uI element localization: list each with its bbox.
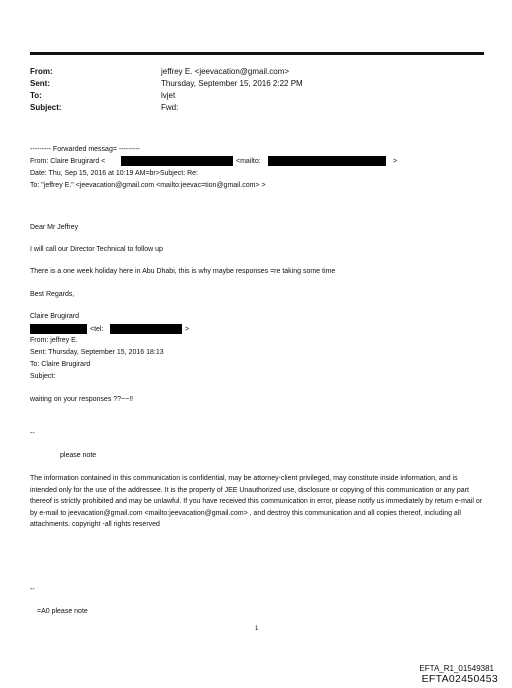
forwarded-mailto: <mailto:	[236, 158, 261, 165]
bates-number-large: EFTA02450453	[421, 673, 498, 685]
redaction-box	[30, 324, 87, 334]
quoted-subject: Subject:	[30, 373, 56, 380]
forwarded-close: >	[393, 158, 398, 165]
to-value: lvjet	[161, 91, 176, 100]
signature-tel-close: >	[185, 326, 190, 333]
body-line-1: I will call our Director Technical to follow up	[30, 246, 163, 253]
regards: Best Regards,	[30, 291, 75, 298]
signature-tel: <tel:	[90, 326, 104, 333]
forwarded-date: Date: Thu, Sep 15, 2016 at 10:19 AM=br>Subject: Re:	[30, 170, 198, 177]
to-label: To:	[30, 91, 42, 100]
quoted-to: To: Claire Brugirard	[30, 361, 91, 368]
disclaimer-text: The information contained in this communication is confidential, may be attorney-client privileged, may constitute inside information, and is intended only for the use of the addressee. It is the property of JEE Unauthorized use, disclosure or copying of this communication or any part thereof is strictly prohibited and may be unlawful. If you have received this communication in error, please notify us immediately by return e-mail or by e-mail to jeevacation@gmail.com <mailto:jeevacation@gmail.com> , and destroy this communication and all copies thereof, including all attachments. copyright -all rights reserved	[30, 475, 483, 529]
from-value: jeffrey E. <jeevacation@gmail.com>	[161, 67, 290, 76]
subject-value: Fwd:	[161, 103, 179, 112]
quoted-sent: Sent: Thursday, September 15, 2016 18:13	[30, 349, 164, 356]
separator-dashes-2: --	[30, 586, 35, 593]
from-label: From:	[30, 67, 53, 76]
redaction-box	[268, 156, 386, 166]
please-note-2: =A0 please note	[37, 608, 88, 615]
sent-label: Sent:	[30, 79, 50, 88]
signature-name: Claire Brugirard	[30, 313, 80, 320]
redaction-box	[121, 156, 233, 166]
redaction-box	[110, 324, 182, 334]
subject-label: Subject:	[30, 103, 62, 112]
quoted-from: From: jeffrey E.	[30, 337, 78, 344]
sent-value: Thursday, September 15, 2016 2:22 PM	[161, 79, 303, 88]
page-number: 1	[255, 626, 259, 632]
greeting: Dear Mr Jeffrey	[30, 224, 79, 231]
separator-dashes: --	[30, 430, 35, 437]
please-note: please note	[60, 452, 97, 459]
forwarded-to: To: "jeffrey E." <jeevacation@gmail.com <mailto:jeevac=tion@gmail.com> >	[30, 182, 266, 189]
body-line-2: There is a one week holiday here in Abu Dhabi, this is why maybe responses =re taking some time	[30, 268, 336, 275]
quoted-message: waiting on your responses ??~~!!	[30, 396, 134, 403]
forwarded-divider: --------- Forwarded messag= ---------	[30, 146, 140, 153]
header-rule	[30, 52, 484, 55]
bates-number-small: EFTA_R1_01549381	[419, 664, 494, 673]
forwarded-from: From: Claire Brugirard <	[30, 158, 106, 165]
